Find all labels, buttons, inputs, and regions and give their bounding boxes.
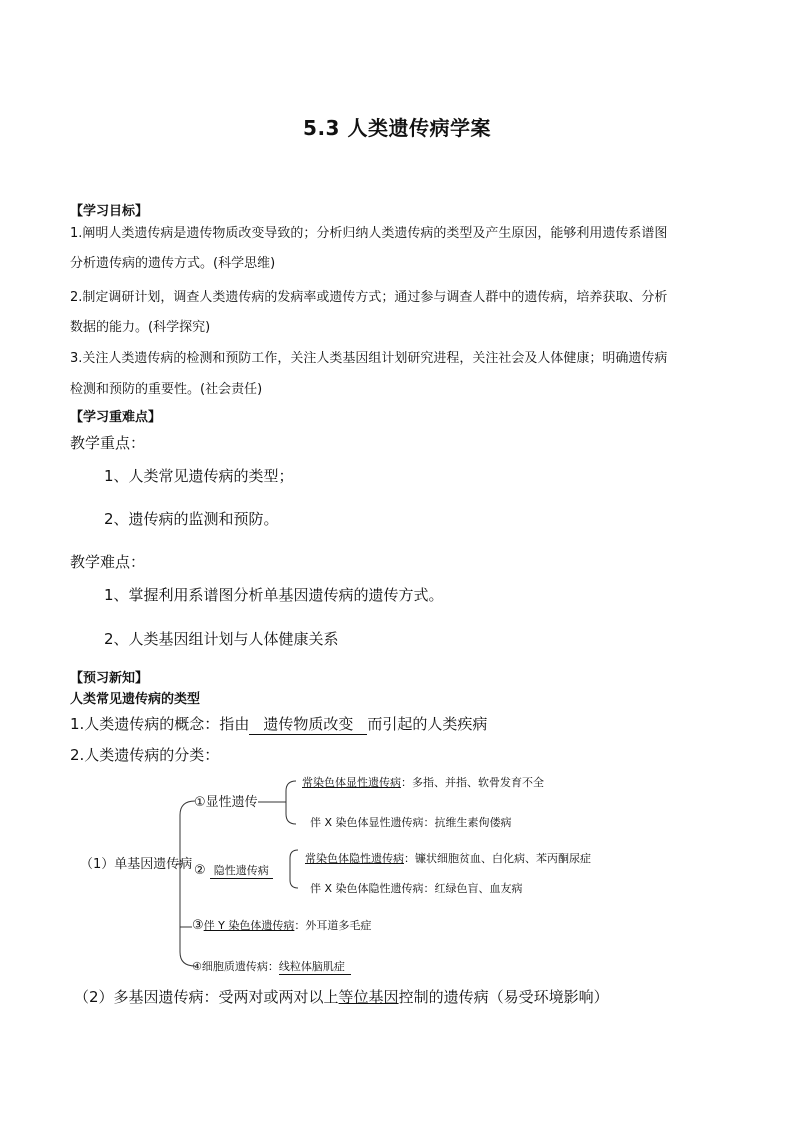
cytoplasmic-row xyxy=(192,958,351,975)
polygenic-line xyxy=(74,986,609,1007)
cytoplasmic-label: ④细胞质遗传病： xyxy=(192,960,279,973)
cytoplasmic-examples: 线粒体脑肌症 xyxy=(279,958,351,975)
autosomal-dominant-examples: ：多指、并指、软骨发育不全 xyxy=(401,776,544,789)
difficulty-item-2: 2、人类基因组计划与人体健康关系 xyxy=(104,630,339,648)
main-bracket-line xyxy=(180,801,195,966)
concept-prefix: 1.人类遗传病的概念：指由 xyxy=(70,715,250,733)
concept-suffix: 而引起的人类疾病 xyxy=(367,715,488,733)
objective-1-line-2: 分析遗传病的遗传方式。(科学思维) xyxy=(70,256,276,271)
dominant-bracket-line xyxy=(286,781,296,824)
y-linked-examples: ：外耳道多毛症 xyxy=(294,919,372,932)
concept-blank-answer: 遗传物质改变 xyxy=(249,713,367,735)
polygenic-suffix: 控制的遗传病（易受环境影响） xyxy=(398,988,609,1006)
preview-subheader: 人类常见遗传病的类型 xyxy=(70,692,201,707)
difficulty-item-1: 1、掌握利用系谱图分析单基因遗传病的遗传方式。 xyxy=(104,586,444,604)
objective-3-line-1: 3.关注人类遗传病的检测和预防工作，关注人类基因组计划研究进程，关注社会及人体健康；明确遗传病 xyxy=(70,351,668,366)
recessive-bracket-line xyxy=(290,850,298,888)
recessive-label: 隐性遗传病 xyxy=(210,863,273,879)
autosomal-recessive-row xyxy=(305,850,591,866)
autosomal-recessive-label: 常染色体隐性遗传病 xyxy=(305,852,404,865)
objectives-header: 【学习目标】 xyxy=(70,204,149,219)
y-num: ③ xyxy=(192,918,204,933)
focus-item-1: 1、人类常见遗传病的类型； xyxy=(104,467,294,485)
page-title: 5.3 人类遗传病学案 xyxy=(303,116,491,140)
recessive-row xyxy=(194,863,273,879)
preview-header: 【预习新知】 xyxy=(70,671,149,686)
recessive-num: ② xyxy=(194,863,206,878)
focus-label: 教学重点： xyxy=(70,434,146,452)
difficulty-label: 教学难点： xyxy=(70,553,146,571)
x-recessive-row: 伴 X 染色体隐性遗传病：红绿色盲、血友病 xyxy=(310,882,523,895)
dominant-label: ①显性遗传 xyxy=(194,795,258,810)
classify-label: 2.人类遗传病的分类： xyxy=(70,746,220,764)
single-gene-disease-label: （1）单基因遗传病 xyxy=(80,857,193,872)
y-linked-label: 伴 Y 染色体遗传病 xyxy=(203,919,295,932)
autosomal-dominant-row xyxy=(302,774,544,790)
autosomal-recessive-examples: ：镰状细胞贫血、白化病、苯丙酮尿症 xyxy=(404,852,591,865)
focus-item-2: 2、遗传病的监测和预防。 xyxy=(104,510,279,528)
objective-3-line-2: 检测和预防的重要性。(社会责任) xyxy=(70,382,263,397)
key-points-header: 【学习重难点】 xyxy=(70,410,162,425)
autosomal-dominant-label: 常染色体显性遗传病 xyxy=(302,776,401,789)
x-dominant-row: 伴 X 染色体显性遗传病：抗维生素佝偻病 xyxy=(310,816,512,829)
objective-2-line-1: 2.制定调研计划，调查人类遗传病的发病率或遗传方式；通过参与调查人群中的遗传病，培养获取、分析 xyxy=(70,290,668,305)
polygenic-prefix: （2）多基因遗传病：受两对或两对以上 xyxy=(74,988,339,1006)
polygenic-underlined: 等位基因 xyxy=(338,988,399,1006)
objective-1-line-1: 1.阐明人类遗传病是遗传物质改变导致的；分析归纳人类遗传病的类型及产生原因，能够利用遗传系谱图 xyxy=(70,226,668,241)
objective-2-line-2: 数据的能力。(科学探究) xyxy=(70,320,211,335)
y-linked-row xyxy=(192,918,371,933)
